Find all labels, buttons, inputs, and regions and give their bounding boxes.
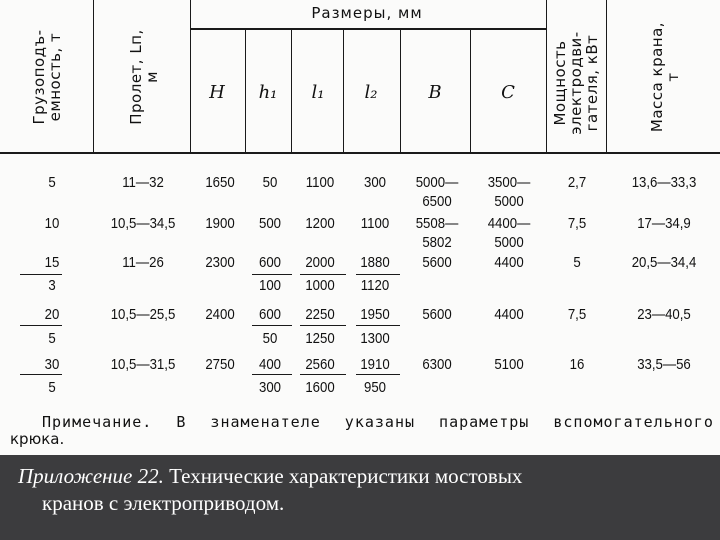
note-text: В знаменателе указаны параметры вспомогательного (176, 413, 714, 431)
cell-h: 1650 (205, 174, 235, 191)
note-tail: крюка. (10, 430, 65, 448)
fraction-bar (300, 374, 346, 375)
cell-cap: 30 (44, 356, 60, 373)
header-power (552, 14, 602, 152)
cell-h: 2300 (205, 254, 235, 271)
header-dim-B: B (428, 82, 442, 103)
cell-h1: 50 (262, 330, 278, 347)
cell-c: 4400— (487, 215, 531, 232)
cell-l1: 2250 (305, 306, 335, 323)
header-power-line3: гателя, кВт (583, 34, 601, 132)
col-divider (291, 30, 292, 152)
cell-cap: 20 (44, 306, 60, 323)
cell-cap: 5 (48, 330, 56, 347)
col-divider (470, 30, 471, 152)
header-span-line2: м (143, 71, 161, 83)
cell-h1: 300 (258, 379, 282, 396)
cell-cap: 5 (48, 174, 56, 191)
cell-c: 5000 (494, 193, 524, 210)
caption-lead: Приложение 22. (18, 464, 164, 488)
fraction-bar (20, 274, 62, 275)
header-power-line1: Мощность (551, 40, 569, 126)
header-dim-H: H (209, 82, 225, 103)
cell-h1: 600 (258, 306, 282, 323)
fraction-bar (356, 274, 400, 275)
fraction-bar (252, 374, 292, 375)
cell-l2: 1910 (360, 356, 390, 373)
cell-l1: 1600 (305, 379, 335, 396)
header-dim-l1: l₁ (311, 82, 325, 103)
cell-h: 2400 (205, 306, 235, 323)
header-span (128, 7, 162, 147)
slide-caption-bar (0, 455, 720, 540)
fraction-bar (300, 325, 346, 326)
col-divider (245, 30, 246, 152)
cell-h1: 500 (258, 215, 282, 232)
cell-l2: 950 (363, 379, 387, 396)
cell-b: 5000— (415, 174, 459, 191)
cell-cap: 10 (44, 215, 60, 232)
cell-b: 6300 (422, 356, 452, 373)
header-mass (649, 7, 683, 147)
cell-p: 2,7 (567, 174, 587, 191)
header-mass-line1: Масса крана, (648, 21, 666, 133)
cell-m: 23—40,5 (637, 306, 691, 323)
cell-l2: 1120 (360, 277, 390, 294)
cell-p: 7,5 (567, 215, 587, 232)
cell-l2: 1100 (360, 215, 390, 232)
cell-l1: 1250 (305, 330, 335, 347)
fraction-bar (20, 374, 62, 375)
cell-l1: 2000 (305, 254, 335, 271)
fraction-bar (356, 374, 400, 375)
cell-p: 5 (573, 254, 581, 271)
cell-l2: 300 (363, 174, 387, 191)
cell-span: 10,5—34,5 (110, 215, 176, 232)
cell-l1: 1200 (305, 215, 335, 232)
cell-cap: 3 (48, 277, 56, 294)
header-span-line1: Пролет, Lп, (127, 29, 145, 125)
cell-l1: 2560 (305, 356, 335, 373)
cell-h1: 400 (258, 356, 282, 373)
cell-span: 10,5—25,5 (110, 306, 176, 323)
cell-c: 5000 (494, 234, 524, 251)
cell-c: 4400 (494, 254, 524, 271)
cell-m: 17—34,9 (637, 215, 691, 232)
header-rule (0, 152, 720, 154)
cell-m: 20,5—34,4 (631, 254, 697, 271)
cell-h1: 100 (258, 277, 282, 294)
caption (18, 463, 708, 517)
cell-b: 5600 (422, 254, 452, 271)
col-divider (190, 0, 191, 152)
fraction-bar (300, 274, 346, 275)
note-label: Примечание. (42, 413, 153, 431)
cell-c: 3500— (487, 174, 531, 191)
cell-cap: 5 (48, 379, 56, 396)
cell-b: 5508— (415, 215, 459, 232)
cell-c: 4400 (494, 306, 524, 323)
fraction-bar (356, 325, 400, 326)
cell-p: 7,5 (567, 306, 587, 323)
header-capacity-line1: Грузоподъ- (30, 29, 48, 125)
cell-b: 5802 (422, 234, 452, 251)
group-rule (190, 28, 546, 30)
cell-b: 5600 (422, 306, 452, 323)
header-dim-C: C (501, 82, 515, 103)
cell-m: 13,6—33,3 (631, 174, 697, 191)
header-dimensions: Размеры, мм (311, 4, 423, 22)
header-dim-l2: l₂ (364, 82, 378, 103)
cell-b: 6500 (422, 193, 452, 210)
fraction-bar (252, 274, 292, 275)
cell-l2: 1950 (360, 306, 390, 323)
caption-line1: Технические характеристики мостовых (169, 464, 523, 488)
col-divider (343, 30, 344, 152)
cell-p: 16 (569, 356, 585, 373)
cell-l2: 1300 (360, 330, 390, 347)
col-divider (93, 0, 94, 152)
cell-span: 11—32 (122, 174, 164, 191)
cell-m: 33,5—56 (637, 356, 691, 373)
fraction-bar (252, 325, 292, 326)
cell-c: 5100 (494, 356, 524, 373)
header-power-line2: электродви- (567, 31, 585, 135)
header-capacity (31, 7, 65, 147)
caption-line2: кранов с электроприводом. (42, 491, 285, 515)
col-divider (606, 0, 607, 152)
cell-h1: 600 (258, 254, 282, 271)
col-divider (400, 30, 401, 152)
header-mass-line2: т (664, 72, 682, 82)
cell-span: 10,5—31,5 (110, 356, 176, 373)
fraction-bar (20, 325, 62, 326)
cell-l2: 1880 (360, 254, 390, 271)
cell-h: 2750 (205, 356, 235, 373)
cell-l1: 1000 (305, 277, 335, 294)
cell-cap: 15 (44, 254, 60, 271)
cell-h1: 50 (262, 174, 278, 191)
header-dim-h1: h₁ (258, 82, 278, 103)
table-note (42, 413, 714, 431)
col-divider (546, 0, 547, 152)
cell-l1: 1100 (305, 174, 335, 191)
cell-h: 1900 (205, 215, 235, 232)
cell-span: 11—26 (122, 254, 164, 271)
header-capacity-line2: емность, т (46, 32, 64, 122)
